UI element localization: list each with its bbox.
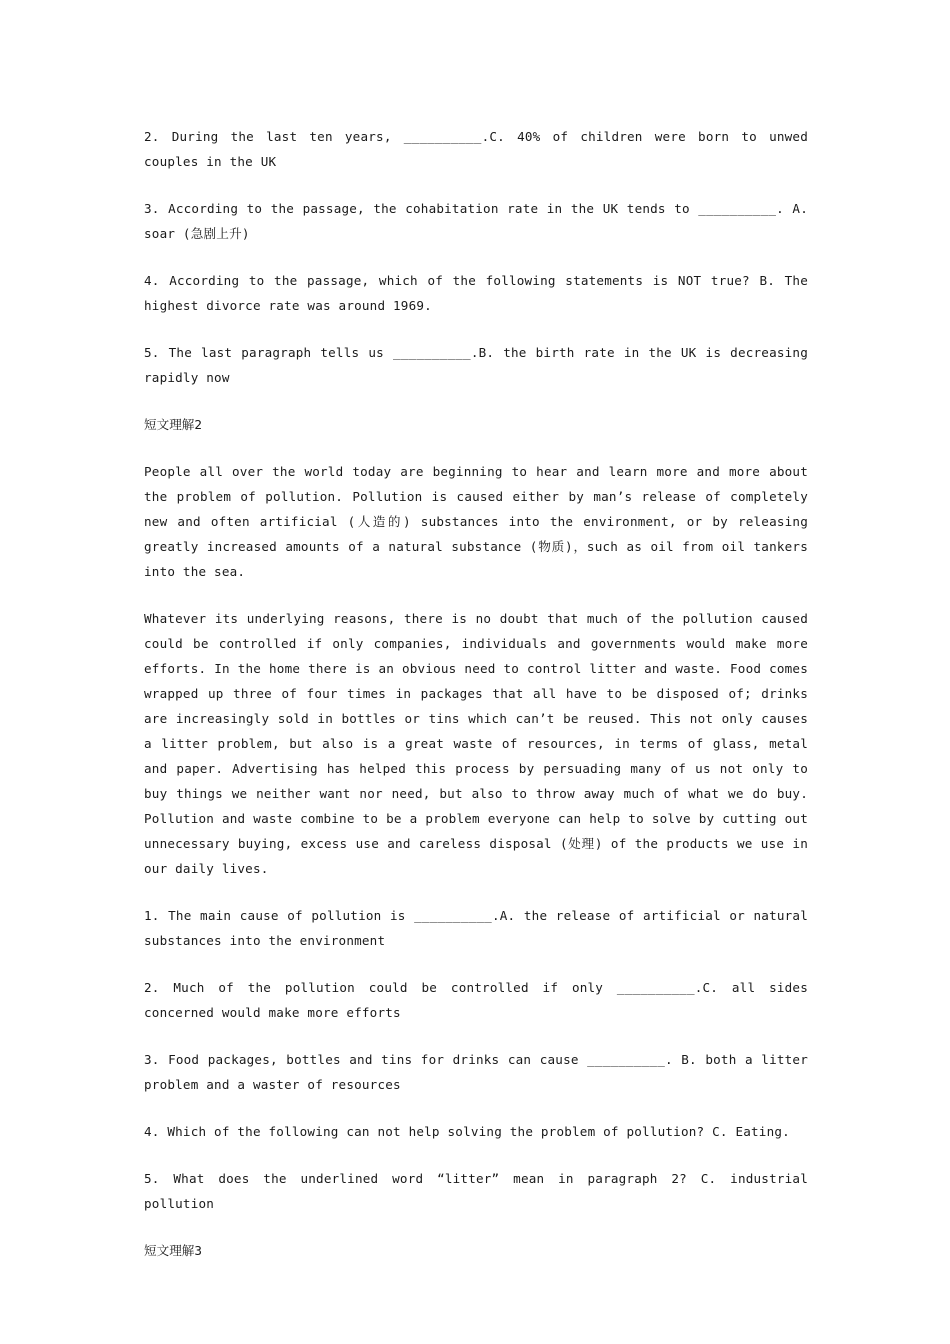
section-heading-3: 短文理解3 xyxy=(144,1243,202,1258)
question-s2-5: 5. What does the underlined word “litter” mean in paragraph 2? C. industrial pollution xyxy=(144,1171,808,1211)
passage-paragraph-1: People all over the world today are beginning to hear and learn more and more about the problem of pollution. Pollution is caused either by man’s release of completely new and often artificial (人造的) substances into the environment, or by releasing greatly increased amounts of a natural substance (物质)，such as oil from oil tankers into the sea. xyxy=(144,464,808,579)
section-heading-2: 短文理解2 xyxy=(144,417,202,432)
question-s1-5: 5. The last paragraph tells us __________.B. the birth rate in the UK is decreasing rapidly now xyxy=(144,345,808,385)
question-s2-3: 3. Food packages, bottles and tins for drinks can cause __________. B. both a litter problem and a waster of resources xyxy=(144,1052,808,1092)
passage-paragraph-2: Whatever its underlying reasons, there is no doubt that much of the pollution caused could be controlled if only companies, individuals and governments would make more efforts. In the home there is an obvious need to control litter and waste. Food comes wrapped up three of four times in packages that all have to be disposed of; drinks are increasingly sold in bottles or tins which can’t be reused. This not only causes a litter problem, but also is a great waste of resources, in terms of glass, metal and paper. Advertising has helped this process by persuading many of us not only to buy things we neither want nor need, but also to throw away much of what we do buy. Pollution and waste combine to be a problem everyone can help to solve by cutting out unnecessary buying, excess use and careless disposal (处理) of the products we use in our daily lives. xyxy=(144,611,808,876)
question-s2-1: 1. The main cause of pollution is __________.A. the release of artificial or natural substances into the environment xyxy=(144,908,808,948)
question-s1-4: 4. According to the passage, which of the following statements is NOT true? B. The highest divorce rate was around 1969. xyxy=(144,273,808,313)
question-s1-2: 2. During the last ten years, __________.C. 40% of children were born to unwed couples in the UK xyxy=(144,129,808,169)
document-page xyxy=(144,124,808,1285)
question-s1-3: 3. According to the passage, the cohabitation rate in the UK tends to __________. A. soar (急剧上升) xyxy=(144,201,808,241)
question-s2-2: 2. Much of the pollution could be controlled if only __________.C. all sides concerned would make more efforts xyxy=(144,980,808,1020)
question-s2-4: 4. Which of the following can not help solving the problem of pollution? C. Eating. xyxy=(144,1124,790,1139)
